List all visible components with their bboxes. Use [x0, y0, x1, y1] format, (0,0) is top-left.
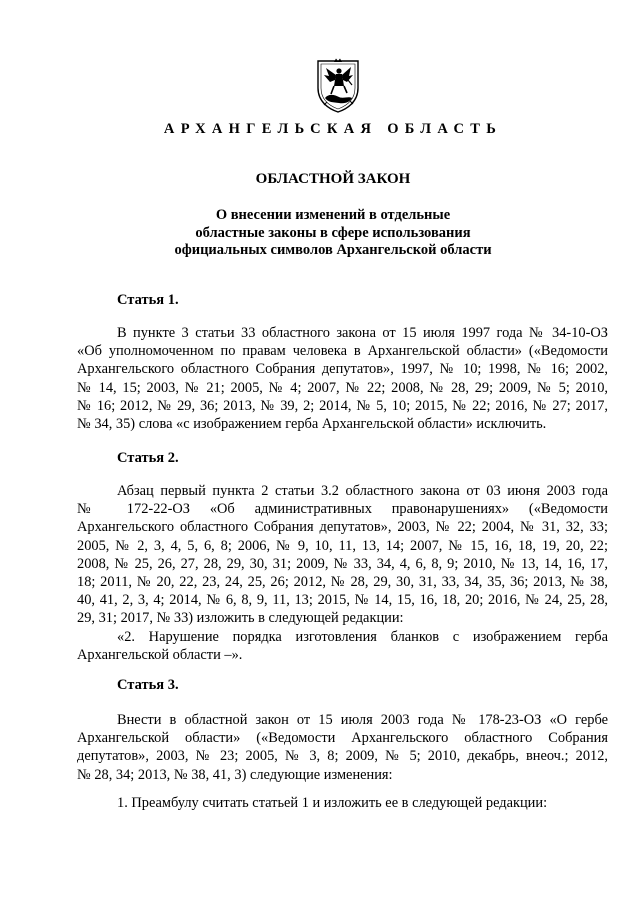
law-title-line: областные законы в сфере использования	[195, 224, 471, 241]
text-line: № 172-22-ОЗ «Об административных правонарушениях» («Ведомости	[77, 501, 608, 518]
text-line: № 34, 35) слова «с изображением герба Архангельской области» исключить.	[77, 416, 547, 433]
text-line: 1. Преамбулу считать статьей 1 и изложить ее в следующей редакции:	[117, 795, 548, 811]
coat-of-arms-icon	[315, 58, 361, 114]
article-3-text	[77, 711, 608, 784]
text-line: депутатов», 2003, № 23; 2005, № 3, 8; 2009, № 5; 2010, декабрь, внеоч.; 2012,	[77, 748, 608, 765]
quote-line: «2. Нарушение порядка изготовления бланков с изображением герба	[117, 628, 608, 645]
quote-line: Архангельской области –».	[77, 646, 243, 663]
article-2-heading: Статья 2.	[117, 450, 179, 466]
text-line: Внести в областной закон от 15 июля 2003 года № 178-23-ОЗ «О гербе	[117, 712, 608, 728]
text-line: «Об уполномоченном по правам человека в Архангельской области» («Ведомости	[77, 343, 608, 360]
text-line: № 14, 15; 2003, № 21; 2005, № 4; 2007, № 22; 2008, № 28, 29; 2009, № 5; 2010,	[77, 379, 608, 396]
article-1-heading: Статья 1.	[117, 292, 179, 308]
region-name: АРХАНГЕЛЬСКАЯ ОБЛАСТЬ	[163, 121, 503, 137]
article-2-text	[77, 482, 608, 664]
law-type: ОБЛАСТНОЙ ЗАКОН	[255, 171, 411, 187]
text-line: 18; 2011, № 20, 22, 23, 24, 25, 26; 2012, № 28, 29, 30, 31, 33, 34, 35, 36; 2013, № 38,	[77, 574, 608, 591]
text-line: 29, 31; 2017, № 33) изложить в следующей редакции:	[77, 610, 404, 627]
text-line: 2008, № 25, 26, 27, 28, 29, 30, 31; 2009, № 33, 34, 4, 6, 8, 9; 2010, № 13, 14, 16, 17,	[77, 555, 608, 572]
text-line: 2005, № 2, 3, 4, 5, 6, 8; 2006, № 9, 10, 11, 13, 14; 2007, № 15, 16, 18, 19, 20, 22;	[77, 537, 608, 554]
text-line: 40, 41, 2, 3, 4; 2014, № 6, 8, 9, 11, 13; 2015, № 14, 15, 16, 18, 20; 2016, № 24, 25, 28,	[77, 592, 608, 609]
law-title-line: официальных символов Архангельской области	[174, 242, 492, 258]
law-title	[0, 207, 640, 260]
text-line: № 16; 2012, № 29, 36; 2013, № 39, 2; 2014, № 5, 10; 2015, № 22; 2016, № 27; 2017,	[77, 397, 608, 414]
text-line: Архангельского областного Собрания депутатов», 1997, № 10; 1998, № 16; 2002,	[77, 361, 608, 378]
text-line: № 28, 34; 2013, № 38, 41, 3) следующие изменения:	[77, 766, 393, 783]
text-line: Абзац первый пункта 2 статьи 3.2 областного закона от 03 июня 2003 года	[117, 483, 608, 499]
text-line: Архангельского областного Собрания депутатов», 2003, № 22; 2004, № 31, 32, 33;	[77, 519, 608, 536]
article-3-item-1	[77, 794, 608, 812]
text-line: В пункте 3 статьи 33 областного закона от 15 июля 1997 года № 34-10-ОЗ	[117, 325, 608, 341]
law-title-line: О внесении изменений в отдельные	[215, 207, 451, 223]
text-line: Архангельской области» («Ведомости Архангельского областного Собрания	[77, 730, 608, 747]
article-1-text	[77, 324, 608, 433]
article-3-heading: Статья 3.	[117, 677, 179, 693]
